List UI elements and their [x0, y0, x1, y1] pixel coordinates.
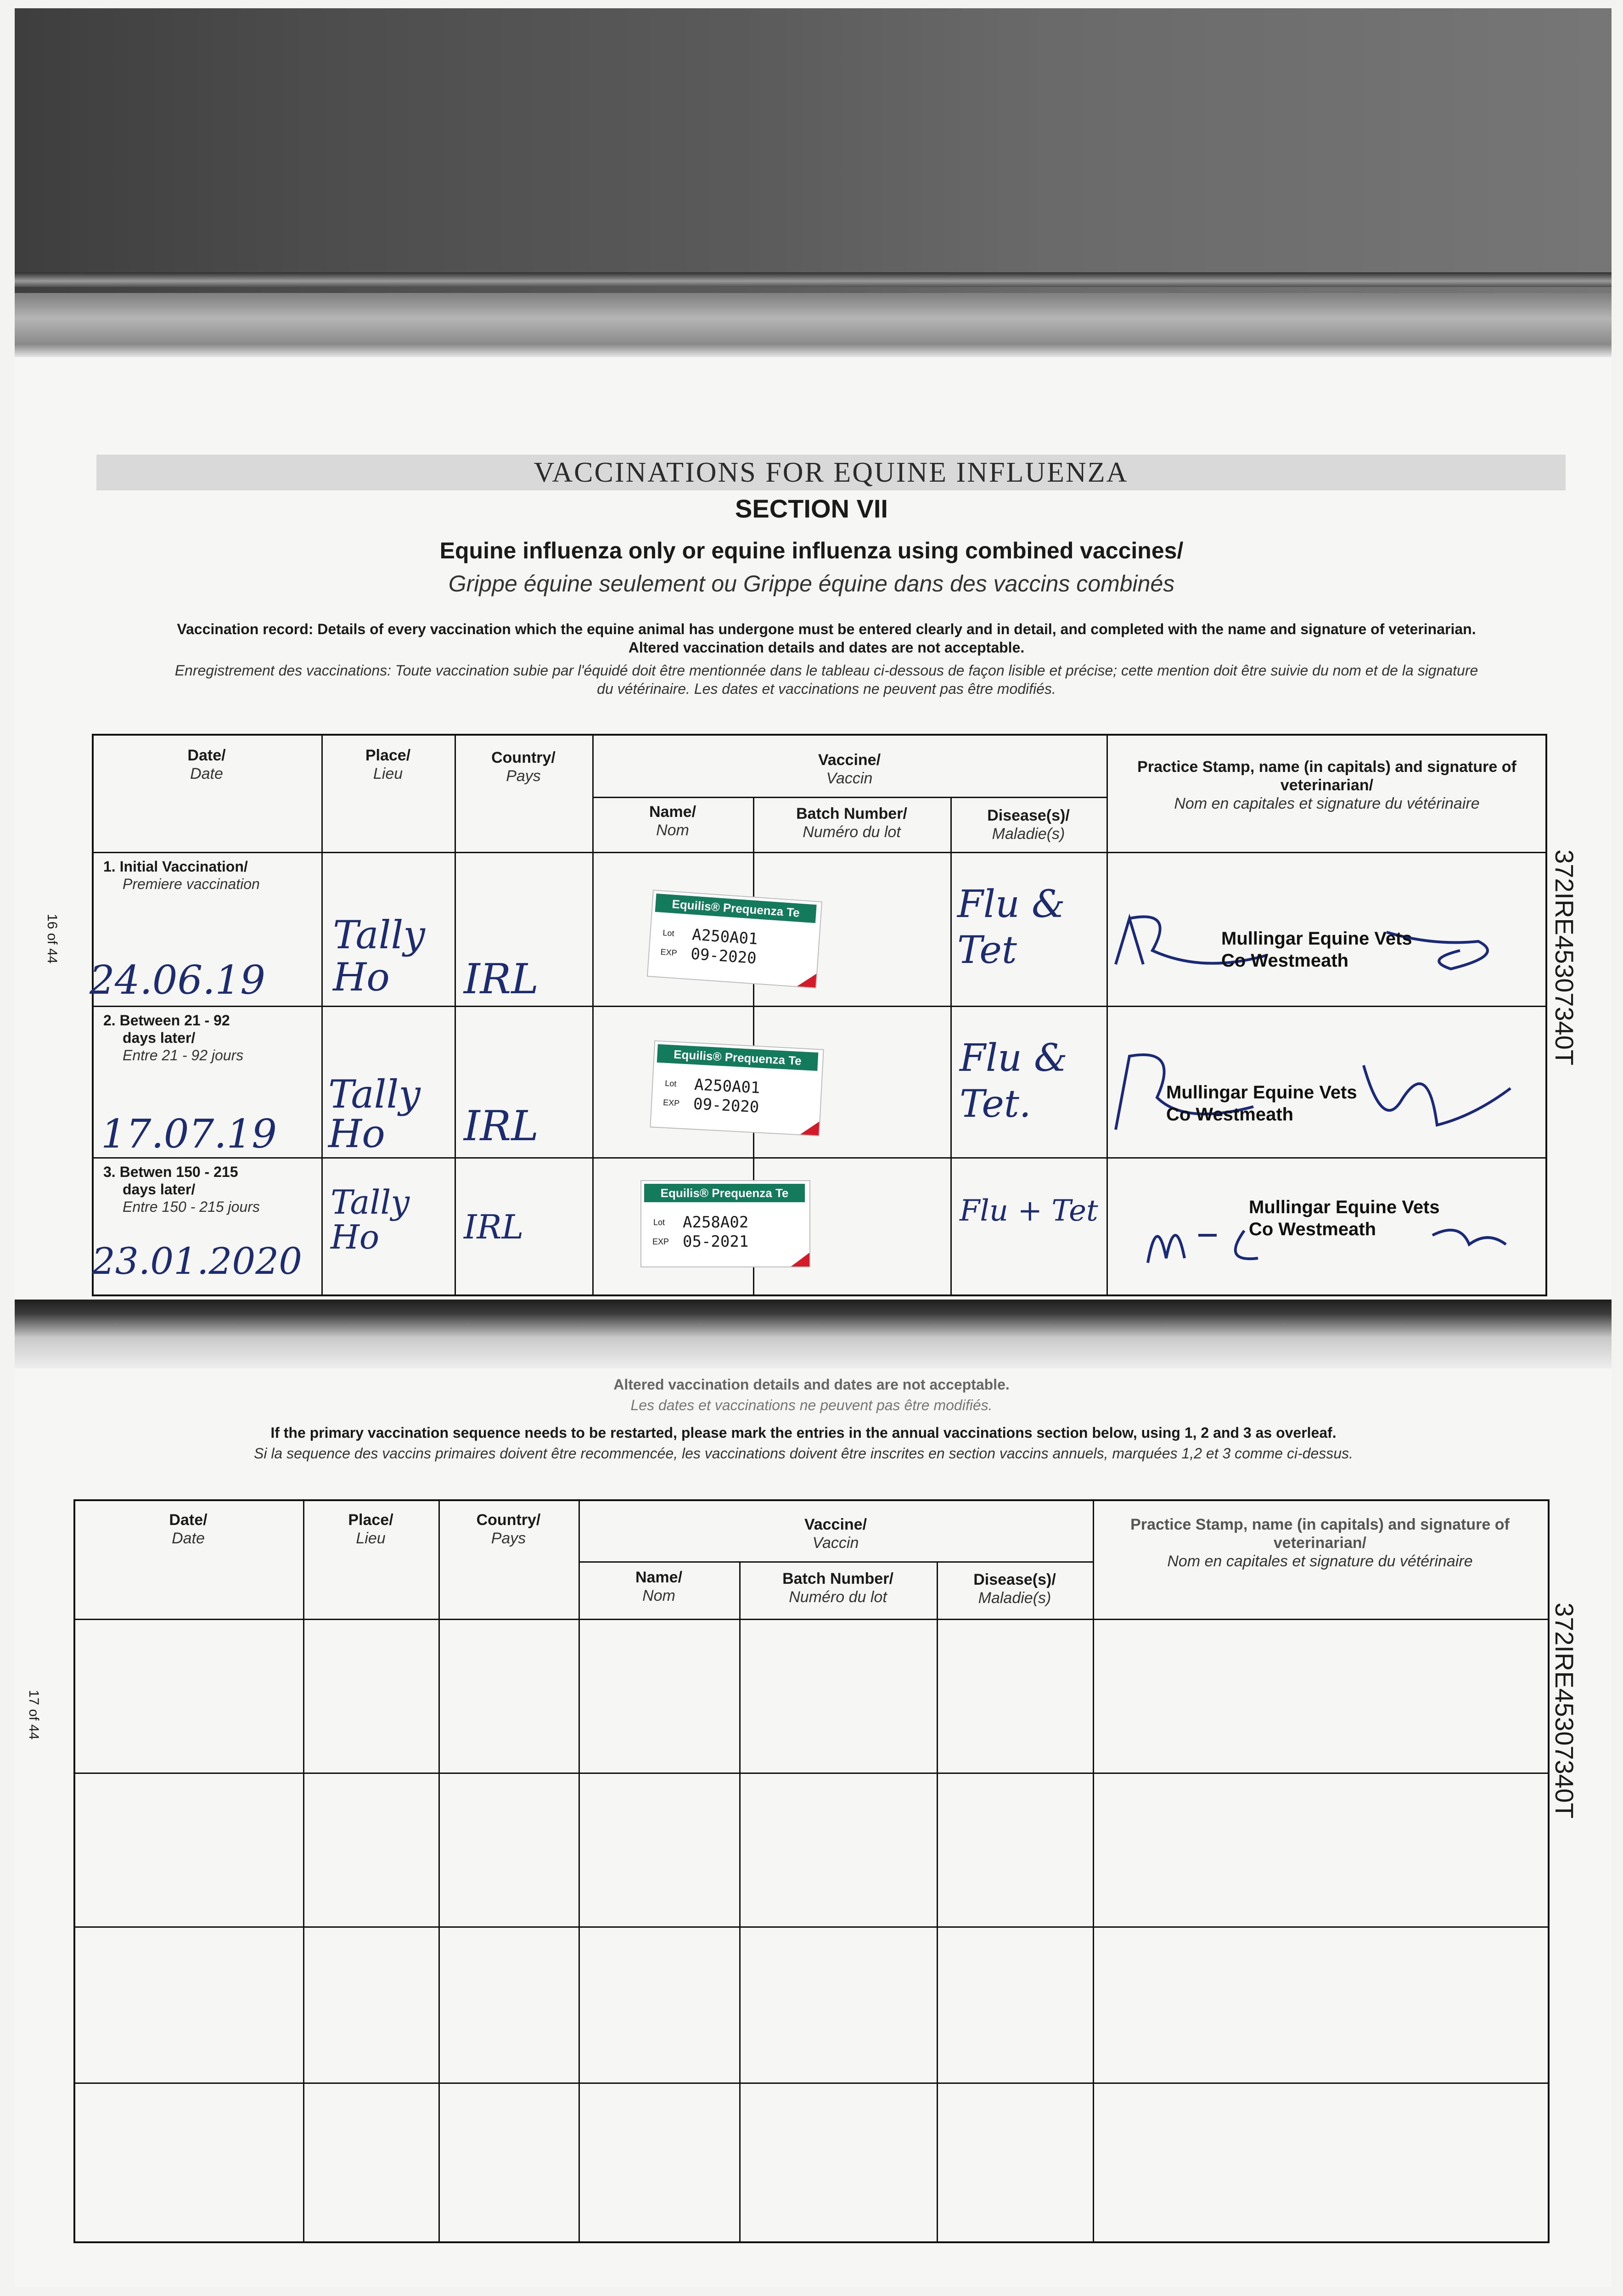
col-line: [438, 1499, 440, 2243]
row-3-batch: A258A02: [683, 1213, 749, 1232]
note-line-1: Vaccination record: Details of every vaccination which the equine animal has undergone must be entered clearly and in detail, and completed with the name and signature of veterinarian.: [177, 621, 1476, 637]
col-line: [739, 1561, 741, 2243]
label-red-corner: [791, 1253, 809, 1266]
col-line: [937, 1561, 938, 2243]
header-name: Name/ Nom: [649, 803, 696, 839]
row-line: [73, 2082, 1550, 2084]
row-2-batch: A250A01: [694, 1075, 761, 1097]
row-1-label-fr: Premiere vaccination: [123, 876, 260, 892]
row-1-batch: A250A01: [691, 925, 758, 949]
stamp-line-1: Mullingar Equine Vets: [1166, 1082, 1357, 1103]
header-disease: Disease(s)/ Maladie(s): [987, 807, 1070, 843]
row-2-date: 17.07.19: [101, 1111, 277, 1157]
lot-key: Lot: [653, 1218, 665, 1227]
row-line: [592, 797, 1106, 798]
stamp-line-2: Co Westmeath: [1221, 951, 1349, 971]
row-line: [92, 852, 1547, 853]
col-line: [950, 797, 952, 1296]
row-3-label: [103, 1163, 314, 1216]
header-name: Name/ Nom: [635, 1569, 683, 1604]
row-3-stamp: [1249, 1196, 1440, 1240]
col-line: [455, 734, 456, 1296]
col-line: [578, 1499, 580, 2243]
row-line: [578, 1561, 1093, 1563]
row-line: [92, 1006, 1547, 1007]
row-1-place: Tally Ho: [333, 912, 425, 1000]
page-fold-lower: [15, 293, 1612, 357]
row-1-disease: Flu & Tet: [957, 883, 1065, 972]
header-place: Place/ Lieu: [348, 1511, 393, 1547]
label-red-corner: [800, 1120, 820, 1135]
header-place: Place/ Lieu: [365, 747, 411, 782]
scan-shadow-top: [15, 8, 1612, 357]
vaccination-record-note: [101, 620, 1552, 657]
lot-key: Lot: [664, 1078, 677, 1089]
passport-id-page-17: 372IRE45307340T: [1550, 1603, 1579, 1819]
row-line: [73, 1619, 1550, 1620]
row-2-expiry: 09-2020: [693, 1095, 760, 1117]
stamp-line-1: Mullingar Equine Vets: [1221, 929, 1412, 949]
document-title: VACCINATIONS FOR EQUINE INFLUENZA: [96, 455, 1566, 490]
row-3-vaccine-label: [640, 1180, 810, 1267]
header-practice: Practice Stamp, name (in capitals) and signature of veterinarian/ Nom en capitales et signature du vétérinaire: [1137, 758, 1516, 812]
col-line: [303, 1499, 304, 2243]
vaccination-record-note-french: [92, 661, 1561, 698]
vaccine-brand: Equilis® Prequenza Te: [657, 1044, 819, 1071]
header-date: Date/ Date: [169, 1511, 208, 1547]
row-2-vaccine-label: [650, 1040, 824, 1136]
row-1-label-en: 1. Initial Vaccination/: [103, 858, 248, 875]
page-number-17: 17 of 44: [26, 1690, 41, 1740]
exp-key: EXP: [652, 1237, 669, 1246]
page-number-16: 16 of 44: [45, 914, 60, 964]
row-line: [73, 1926, 1550, 1928]
row-1-stamp: [1221, 928, 1412, 972]
row-line: [73, 1773, 1550, 1774]
row-3-label-fr: Entre 150 - 215 jours: [123, 1199, 260, 1215]
header-date: Date/ Date: [187, 747, 226, 782]
restart-note-french: Si la sequence des vaccins primaires doivent être recommencée, les vaccinations doivent être inscrites en section vaccins annuels, marquées 1,2 et 3 comme ci-dessus.: [253, 1445, 1353, 1462]
row-1-country: IRL: [464, 955, 539, 1003]
row-1-expiry: 09-2020: [690, 945, 757, 968]
row-2-stamp: [1166, 1081, 1357, 1125]
col-line: [1093, 1499, 1094, 2243]
row-3-country: IRL: [464, 1208, 524, 1246]
row-3-place: Tally Ho: [331, 1183, 410, 1256]
passport-id-page-16: 372IRE45307340T: [1550, 850, 1579, 1066]
exp-key: EXP: [660, 947, 678, 958]
note-line-2: Altered vaccination details and dates are not acceptable.: [628, 639, 1025, 656]
lot-key: Lot: [662, 928, 675, 938]
section-title: SECTION VII: [735, 494, 888, 523]
note-fr-line-2: du vétérinaire. Les dates et vaccinations ne peuvent pas être modifiés.: [597, 681, 1056, 697]
row-1-label: [103, 858, 314, 893]
row-1-vaccine-label: [647, 889, 822, 988]
row-2-disease: Flu & Tet.: [960, 1036, 1067, 1126]
subtitle-french: Grippe équine seulement ou Grippe équine dans des vaccins combinés: [448, 571, 1175, 597]
row-3-label-en-2: days later/: [123, 1181, 196, 1198]
row-2-place: Tally Ho: [328, 1072, 421, 1156]
header-disease: Disease(s)/ Maladie(s): [973, 1571, 1056, 1607]
faded-note-2: Les dates et vaccinations ne peuvent pas être modifiés.: [630, 1397, 993, 1413]
header-country: Country/ Pays: [491, 749, 556, 785]
row-2-label: [103, 1012, 314, 1064]
row-2-label-en-1: 2. Between 21 - 92: [103, 1012, 230, 1029]
row-2-country: IRL: [464, 1102, 539, 1150]
header-batch: Batch Number/ Numéro du lot: [796, 805, 907, 841]
row-line: [92, 1157, 1547, 1159]
header-practice: Practice Stamp, name (in capitals) and signature of veterinarian/ Nom en capitales et signature du vétérinaire: [1130, 1516, 1510, 1570]
scan-shadow-middle: [15, 1300, 1612, 1368]
header-vaccine: Vaccine/ Vaccin: [818, 751, 881, 787]
row-3-date: 23.01.2020: [92, 1240, 303, 1283]
subtitle-english: Equine influenza only or equine influenza using combined vaccines/: [439, 538, 1184, 563]
vaccine-brand: Equilis® Prequenza Te: [644, 1184, 805, 1202]
col-line: [1106, 734, 1108, 1296]
page-fold: [15, 272, 1612, 287]
row-2-label-fr: Entre 21 - 92 jours: [123, 1047, 244, 1064]
faded-note-1: Altered vaccination details and dates are not acceptable.: [613, 1376, 1010, 1393]
row-3-expiry: 05-2021: [683, 1232, 749, 1251]
stamp-line-1: Mullingar Equine Vets: [1249, 1197, 1440, 1217]
row-2-label-en-2: days later/: [123, 1030, 196, 1046]
stamp-line-2: Co Westmeath: [1249, 1219, 1376, 1239]
row-3-disease: Flu + Tet: [960, 1194, 1098, 1228]
note-fr-line-1: Enregistrement des vaccinations: Toute vaccination subie par l'équidé doit être mentionnée dans le tableau ci-dessous de façon lisible et précise; cette mention doit être suivie du nom et de la signature: [174, 662, 1478, 679]
header-vaccine: Vaccine/ Vaccin: [804, 1516, 867, 1552]
label-red-corner: [797, 973, 816, 988]
restart-note-english: If the primary vaccination sequence needs to be restarted, please mark the entries in the annual vaccinations section below, using 1, 2 and 3 as overleaf.: [270, 1424, 1337, 1441]
col-line: [321, 734, 323, 1296]
exp-key: EXP: [663, 1097, 680, 1108]
row-1-date: 24.06.19: [90, 957, 265, 1003]
vaccine-brand: Equilis® Prequenza Te: [655, 894, 817, 923]
header-country: Country/ Pays: [476, 1511, 541, 1547]
row-3-label-en-1: 3. Betwen 150 - 215: [103, 1164, 238, 1180]
stamp-line-2: Co Westmeath: [1166, 1104, 1294, 1125]
vaccination-table-page-17: [73, 1499, 1550, 2243]
header-batch: Batch Number/ Numéro du lot: [782, 1570, 893, 1606]
